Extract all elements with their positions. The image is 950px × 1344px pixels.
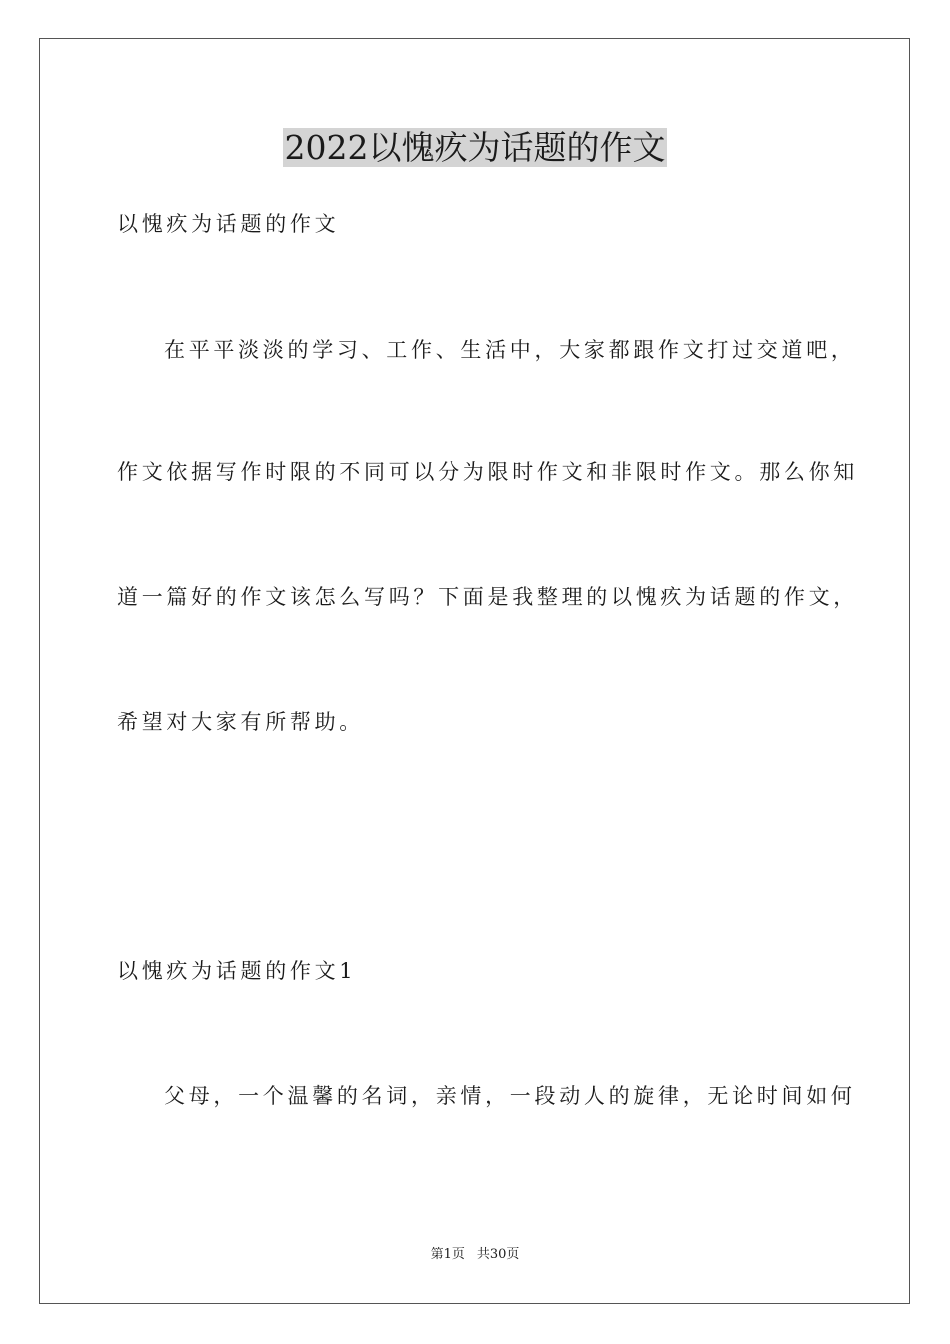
page-footer <box>0 1246 950 1264</box>
document-heading: 以愧疚为话题的作文 <box>117 212 340 236</box>
document-title-text: 2022以愧疚为话题的作文 <box>284 128 666 167</box>
intro-line-3: 道一篇好的作文该怎么写吗？下面是我整理的以愧疚为话题的作文， <box>117 585 858 609</box>
intro-line-4: 希望对大家有所帮助。 <box>117 710 364 734</box>
intro-line-1: 在平平淡淡的学习、工作、生活中，大家都跟作文打过交道吧， <box>164 338 856 362</box>
document-title <box>0 126 950 170</box>
section-heading: 以愧疚为话题的作文1 <box>117 959 357 983</box>
page-total: 共30页 <box>476 1247 520 1262</box>
page-number: 第1页 <box>430 1247 465 1262</box>
section-line-1: 父母，一个温馨的名词，亲情，一段动人的旋律，无论时间如何 <box>164 1084 856 1108</box>
intro-line-2: 作文依据写作时限的不同可以分为限时作文和非限时作文。那么你知 <box>117 460 858 484</box>
